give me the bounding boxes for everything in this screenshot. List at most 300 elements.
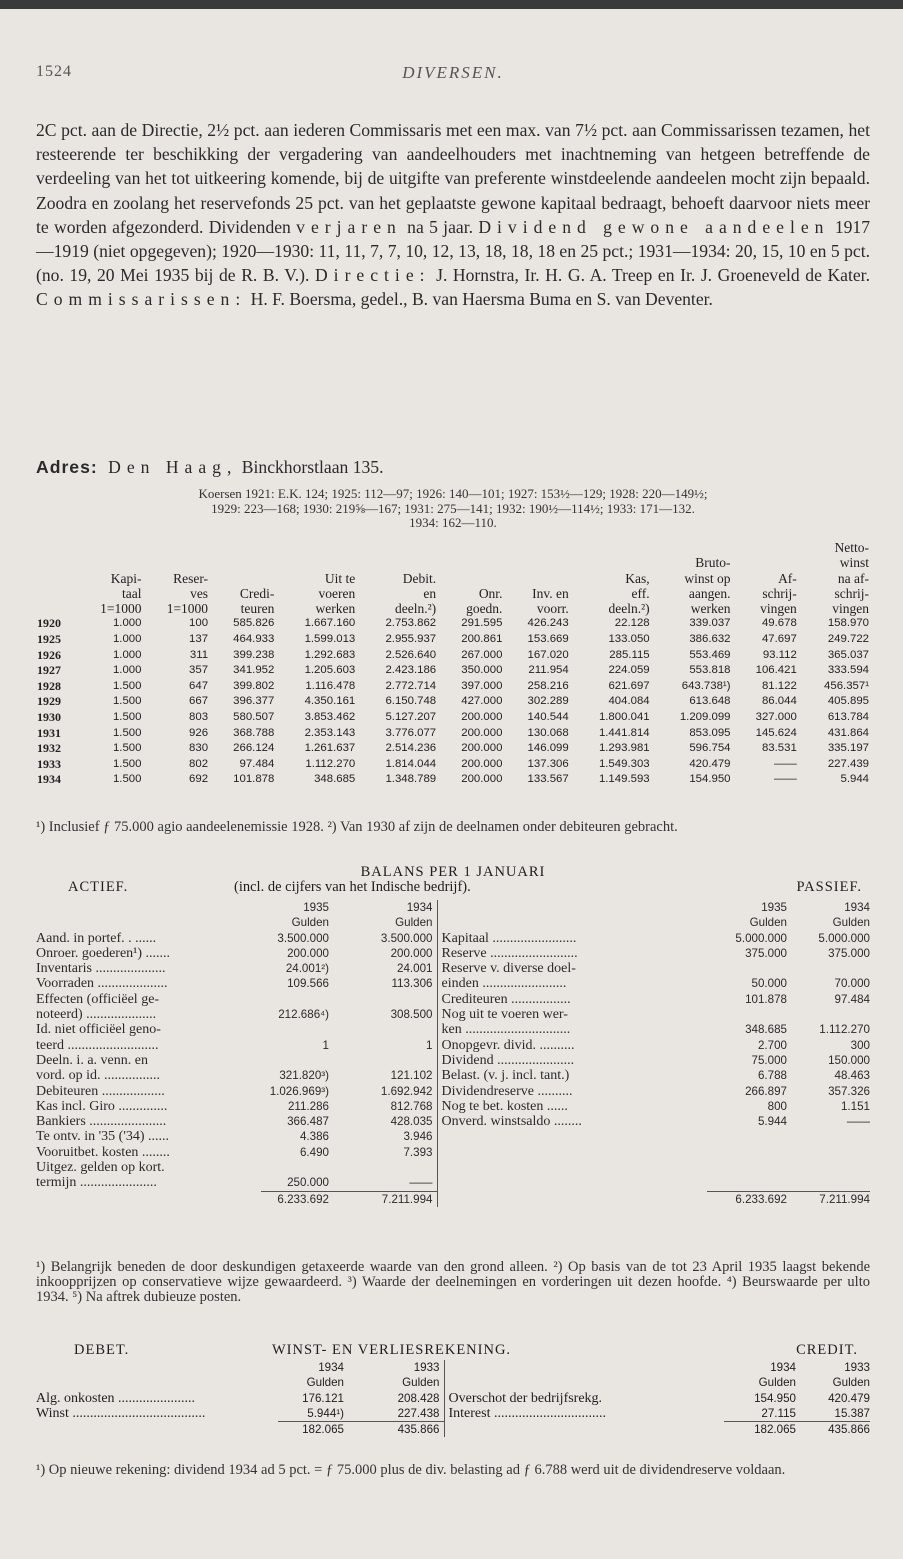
column-header: Bruto- winst op aangen. werken	[684, 555, 731, 617]
table-cell: 585.826	[233, 617, 275, 630]
balance-amount: 2.700	[757, 1038, 787, 1052]
table-cell: 396.377	[233, 695, 275, 708]
row-year: 1928	[37, 678, 61, 693]
table-cell: 803	[189, 711, 209, 724]
balance-amount	[707, 961, 787, 976]
table-cell: 200.000	[461, 773, 503, 786]
running-head: DIVERSEN.	[402, 63, 504, 82]
table-cell: 1.599.013	[304, 633, 356, 646]
table-cell: 399.802	[233, 679, 275, 692]
table-row	[36, 772, 870, 788]
table-cell: 1.814.044	[385, 757, 437, 770]
currency-label: Gulden	[291, 916, 329, 930]
balance-item: Onverd. winstsaldo ........	[437, 1114, 707, 1129]
table-cell: 2.423.186	[385, 664, 437, 677]
balance-row	[36, 1068, 870, 1083]
balance-amount: 6.233.692	[707, 1191, 787, 1207]
balance-amount: 24.001²)	[285, 962, 329, 976]
year-1935: 1935	[303, 901, 329, 914]
table-cell: 456.357¹	[824, 679, 869, 692]
table-cell: 311	[189, 648, 209, 661]
balance-amount	[261, 1022, 329, 1037]
currency-label: Gulden	[402, 1376, 440, 1390]
balance-amount	[707, 1160, 787, 1175]
address-city: Den Haag,	[108, 457, 238, 477]
year-1933: 1933	[413, 1361, 440, 1374]
passief-label: PASSIEF.	[796, 879, 862, 895]
column-header	[36, 540, 76, 616]
balance-item	[437, 1145, 707, 1160]
desc-text-4: J. Hornstra, Ir. H. G. A. Treep en Ir. J. Groeneveld de Kater.	[436, 265, 870, 286]
pl-amount: 15.387	[834, 1406, 870, 1420]
table-cell: 426.243	[527, 617, 569, 630]
balance-amount	[787, 1007, 870, 1022]
dividend-label: Dividend gewone aandeelen	[478, 216, 830, 237]
balance-amount: 308.500	[390, 1008, 433, 1022]
directie-label: Directie:	[314, 265, 431, 286]
table-cell: 4.350.161	[304, 695, 356, 708]
table-cell: 399.238	[233, 648, 275, 661]
table-cell: 2.514.236	[385, 742, 437, 755]
balance-amount: 4.386	[299, 1130, 329, 1144]
table-cell: 291.595	[461, 617, 503, 630]
balance-amount: 150.000	[828, 1053, 870, 1067]
desc-text-2: na 5 jaar.	[407, 216, 473, 237]
column-header: Inv. en voorr.	[532, 585, 569, 617]
balance-amount: 24.001	[397, 962, 433, 976]
table-cell: 1.549.303	[598, 757, 650, 770]
table-cell: 397.000	[461, 679, 503, 692]
table-cell: 200.000	[461, 742, 503, 755]
balance-item: Voorraden ....................	[36, 976, 168, 992]
row-year: 1933	[37, 756, 61, 771]
table-cell: 1.000	[112, 648, 142, 661]
balance-amount: ——	[846, 1115, 870, 1129]
balance-amount: 300	[850, 1038, 870, 1052]
table-cell: 464.933	[233, 633, 275, 646]
debet-label: DEBET.	[74, 1342, 130, 1358]
table-cell: ——	[774, 757, 797, 770]
balance-amount: 7.211.994	[329, 1191, 437, 1207]
table-row	[36, 616, 870, 632]
balance-item: Kas incl. Giro ..............	[36, 1098, 168, 1114]
table-cell: 258.216	[527, 679, 569, 692]
table-row	[36, 663, 870, 679]
balance-amount: 5.000.000	[735, 931, 787, 945]
currency-label: Gulden	[832, 916, 870, 930]
desc-text-3: 1917—1919 (niet opgegeven); 1920—1930: 11, 11, 7, 7, 10, 12, 13, 18, 18, 18 en 25 pct.; 1931—1934: 20, 15, 10 en 5 pct. (no. 19, 20 Mei 1935 bij de R. B. V.).	[36, 216, 870, 286]
balance-amount	[707, 1007, 787, 1022]
balance-item: Onroer. goederen¹) .......	[36, 945, 171, 961]
table-cell: 1.500	[112, 773, 142, 786]
year-1934: 1934	[406, 901, 433, 914]
balance-item: Id. niet officiëel geno-	[36, 1022, 161, 1038]
table-cell: 154.950	[689, 773, 731, 786]
balance-amount: 109.566	[287, 977, 329, 991]
pl-row	[36, 1406, 870, 1421]
balance-header	[36, 865, 870, 896]
table-cell: 431.864	[827, 726, 869, 739]
row-year: 1929	[37, 694, 61, 709]
table-cell: 1.205.603	[304, 664, 356, 677]
table-cell: 153.669	[527, 633, 569, 646]
table-cell: 405.895	[827, 695, 869, 708]
balance-item: Reserve v. diverse doel-	[437, 961, 707, 976]
balance-amount: 97.484	[834, 992, 870, 1006]
company-description	[36, 118, 870, 312]
table-cell: 613.784	[827, 711, 869, 724]
table-cell: 1.500	[112, 742, 142, 755]
pl-amount: 227.438	[397, 1406, 440, 1420]
balance-item	[437, 1160, 707, 1175]
table-cell: 81.122	[761, 679, 797, 692]
actief-label: ACTIEF.	[68, 879, 129, 895]
page-number: 1524	[36, 63, 72, 80]
table-cell: 145.624	[755, 726, 797, 739]
table-cell: 1.348.789	[385, 773, 437, 786]
column-header: Debit. en deeln.²)	[394, 570, 437, 617]
row-year: 1920	[37, 616, 61, 631]
year-1935: 1935	[761, 901, 787, 914]
table-cell: 1.500	[112, 679, 142, 692]
table-cell: 2.753.862	[385, 617, 437, 630]
table-header-row	[36, 540, 870, 616]
balance-row	[36, 1007, 870, 1022]
table-cell: 47.697	[761, 633, 797, 646]
balance-row	[36, 1099, 870, 1114]
table-row	[36, 694, 870, 710]
table-cell: 267.000	[461, 648, 503, 661]
row-year: 1926	[37, 647, 61, 662]
pl-header	[36, 1343, 870, 1359]
balance-row	[36, 1114, 870, 1129]
balance-amount: 321.820³)	[279, 1069, 329, 1083]
balance-amount: 70.000	[834, 977, 870, 991]
balance-row	[36, 1175, 870, 1190]
table-cell: 101.878	[233, 773, 275, 786]
balance-amount: 113.306	[391, 977, 433, 991]
table-cell: 427.000	[461, 695, 503, 708]
column-header: Onr. goedn.	[466, 585, 503, 617]
balance-item: Effecten (officiëel ge-	[36, 991, 160, 1007]
table-cell: 368.788	[233, 726, 275, 739]
table-cell: 1.667.160	[304, 617, 356, 630]
balance-amount	[261, 1160, 329, 1175]
desc-text-1: 2C pct. aan de Directie, 2½ pct. aan iederen Commissaris met een max. van 7½ pct. aan Commissarissen tezamen, het resteerende ter beschikking der vergadering van aandeelhouders met inachtneming van hetgeen betreffende de verdeeling van het tot uitkeering komende, bij de uitgifte van preferente winstdeelende aandeelen mocht zijn bepaald. Zoodra en zoolang het reservefonds 25 pct. van het geplaatste gewone kapitaal bedraagt, behoeft daarvoor niets meer te worden afgezonderd. Dividenden	[36, 120, 870, 237]
share-prices-line: 1929: 223—168; 1930: 219⅝—167; 1931: 275—141; 1932: 190½—114½; 1933: 171—132.	[211, 500, 695, 516]
table-cell: 1.112.270	[305, 757, 356, 770]
desc-text-5: H. F. Boersma, gedel., B. van Haersma Buma en S. van Deventer.	[250, 289, 713, 310]
table-cell: 97.484	[239, 757, 275, 770]
balance-amount: 1.692.942	[380, 1084, 433, 1098]
balance-amount: 1.112.270	[819, 1023, 870, 1037]
column-header: Kas, eff. deeln.²)	[608, 570, 650, 617]
balance-amount: 200.000	[287, 946, 329, 960]
pl-row	[36, 1422, 870, 1438]
table-cell: 1.149.593	[598, 773, 650, 786]
pl-amount: 182.065	[724, 1422, 796, 1438]
table-cell: 1.292.683	[304, 648, 356, 661]
balance-amount: 800	[767, 1099, 787, 1113]
currency-label: Gulden	[832, 1376, 870, 1390]
table-cell: 22.128	[614, 617, 650, 630]
balance-row	[36, 1191, 870, 1207]
table-cell: 1.209.099	[679, 711, 731, 724]
pl-amount: 154.950	[754, 1391, 796, 1405]
balance-amount: 5.944	[757, 1115, 787, 1129]
table-cell: 365.037	[827, 648, 869, 661]
balance-amount: 7.211.994	[787, 1191, 870, 1207]
balance-item: Aand. in portef. . ......	[36, 930, 157, 946]
table-cell: 553.818	[689, 664, 731, 677]
balance-item	[437, 1191, 707, 1207]
table-cell: 830	[189, 742, 209, 755]
table-cell: 2.955.937	[385, 633, 437, 646]
table-cell: 643.738¹)	[681, 679, 731, 692]
row-year: 1934	[37, 772, 61, 787]
column-header: Netto- winst na af- schrij- vingen	[832, 540, 869, 617]
balance-amount: 3.500.000	[277, 931, 329, 945]
balance-item	[437, 1129, 707, 1144]
balance-item: teerd ..........................	[36, 1037, 159, 1053]
table-cell: 926	[189, 726, 209, 739]
balance-row	[36, 1053, 870, 1068]
balance-amount: 121.102	[390, 1069, 433, 1083]
currency-label: Gulden	[395, 916, 433, 930]
table-cell: 200.861	[461, 633, 503, 646]
table-cell: 802	[189, 757, 209, 770]
table-cell: 420.479	[689, 757, 731, 770]
table-cell: 200.000	[461, 711, 503, 724]
balance-row	[36, 976, 870, 991]
year-1934: 1934	[844, 901, 870, 914]
table-cell: 49.678	[761, 617, 797, 630]
table-cell: ——	[774, 773, 797, 786]
row-year: 1932	[37, 741, 61, 756]
table-cell: 339.037	[689, 617, 731, 630]
table-cell: 302.289	[527, 695, 569, 708]
balance-sheet-table	[36, 900, 870, 1207]
table-cell: 2.526.640	[385, 648, 437, 661]
table-cell: 5.944	[840, 773, 869, 786]
share-prices-line: Koersen 1921: E.K. 124; 1925: 112—97; 1926: 140—101; 1927: 153½—129; 1928: 220—149½;	[198, 486, 708, 501]
balance-amount	[261, 1053, 329, 1068]
pl-item: Winst ......................................	[36, 1405, 206, 1421]
table-cell: 333.594	[827, 664, 869, 677]
balance-row	[36, 992, 870, 1007]
balance-row	[36, 1160, 870, 1175]
table-cell: 200.000	[461, 757, 503, 770]
column-header: Reser- ves 1=1000	[166, 570, 209, 617]
balance-item: Uitgez. gelden op kort.	[36, 1160, 165, 1176]
pl-item: Alg. onkosten ......................	[36, 1390, 196, 1406]
currency-label: Gulden	[749, 916, 787, 930]
table-row	[36, 726, 870, 742]
table-row	[36, 648, 870, 664]
balance-item: Dividend ......................	[437, 1053, 707, 1068]
balance-amount: 200.000	[390, 946, 433, 960]
balance-amount: 101.878	[745, 992, 787, 1006]
table-cell: 5.127.207	[385, 711, 437, 724]
balance-item: Deeln. i. a. venn. en	[36, 1052, 148, 1068]
pl-title: WINST- EN VERLIESREKENING.	[272, 1342, 512, 1358]
table-cell: 137	[189, 633, 209, 646]
table-cell: 1.261.637	[304, 742, 356, 755]
table-row	[36, 679, 870, 695]
share-prices-line: 1934: 162—110.	[409, 515, 497, 530]
table-cell: 249.722	[827, 633, 869, 646]
balance-item: Debiteuren ..................	[36, 1083, 165, 1099]
table-cell: 3.853.462	[304, 711, 356, 724]
table-cell: 167.020	[527, 648, 569, 661]
pl-row	[36, 1391, 870, 1406]
footnote-balance: ¹) Belangrijk beneden de door deskundigen getaxeerde waarde van den grond alleen. ²) Op basis van de tot 23 April 1935 laagst bekende inkoopprijzen op conservatieve wijze gewaardeerd. ³) Waarde der deelnemingen en vorderingen uit dezen hoofde. ⁴) Beurswaarde per ulto 1934. ⁵) Na aftrek dubieuze posten.	[36, 1259, 870, 1305]
scan-top-edge	[0, 0, 903, 9]
table-cell: 224.059	[608, 664, 650, 677]
table-cell: 580.507	[233, 711, 275, 724]
table-cell: 83.531	[761, 742, 797, 755]
balance-title: BALANS PER 1 JANUARI	[360, 864, 546, 880]
table-cell: 86.044	[761, 695, 797, 708]
table-cell: 1.800.041	[598, 711, 650, 724]
balance-amount: 1.151	[840, 1099, 870, 1113]
balance-item: vord. op id. ................	[36, 1068, 161, 1084]
row-year: 1925	[37, 632, 61, 647]
balance-item: ken ..............................	[437, 1022, 707, 1037]
table-cell: 1.116.478	[305, 679, 356, 692]
table-cell: 853.095	[689, 726, 731, 739]
balance-amount	[329, 1022, 437, 1037]
balance-row	[36, 1084, 870, 1099]
balance-row	[36, 1145, 870, 1160]
balance-amount: 211.286	[287, 1099, 329, 1113]
currency-label: Gulden	[758, 1376, 796, 1390]
balance-amount: 348.685	[745, 1023, 787, 1037]
balance-amount: 3.946	[403, 1130, 433, 1144]
table-cell: 146.099	[527, 742, 569, 755]
balance-amount	[707, 1129, 787, 1144]
table-cell: 404.084	[608, 695, 650, 708]
credit-label: CREDIT.	[796, 1342, 858, 1358]
share-prices	[36, 487, 870, 531]
table-cell: 133.050	[608, 633, 650, 646]
balance-amount: 366.487	[287, 1115, 329, 1129]
currency-label: Gulden	[306, 1376, 344, 1390]
balance-row	[36, 1129, 870, 1144]
table-cell: 692	[189, 773, 209, 786]
table-row	[36, 757, 870, 773]
row-year: 1927	[37, 663, 61, 678]
table-cell: 140.544	[527, 711, 569, 724]
table-cell: 357	[189, 664, 209, 677]
pl-amount: 5.944¹)	[307, 1406, 344, 1420]
balance-item: Nog uit te voeren wer-	[437, 1007, 707, 1022]
balance-amount	[329, 1160, 437, 1175]
balance-amount: 250.000	[287, 1176, 329, 1190]
balance-amount: 1.026.969³)	[269, 1084, 329, 1098]
balance-amount: 212.686⁴)	[278, 1008, 329, 1022]
row-year: 1930	[37, 710, 61, 725]
balance-amount: 50.000	[751, 977, 787, 991]
balance-item: einden ........................	[437, 976, 707, 991]
balance-subtitle: (incl. de cijfers van het Indische bedrijf).	[234, 879, 471, 895]
balance-amount	[787, 961, 870, 976]
balance-amount	[787, 1129, 870, 1144]
balance-amount: 1	[426, 1038, 433, 1052]
table-cell: 348.685	[314, 773, 356, 786]
year-1933: 1933	[844, 1361, 870, 1374]
table-cell: 350.000	[461, 664, 503, 677]
balance-row	[36, 1038, 870, 1053]
balance-amount	[707, 1145, 787, 1160]
balance-row	[36, 946, 870, 961]
balance-amount: 428.035	[390, 1115, 433, 1129]
table-cell: 130.068	[527, 726, 569, 739]
table-cell: 386.632	[689, 633, 731, 646]
balance-amount	[787, 1145, 870, 1160]
balance-item: Nog te bet. kosten ......	[437, 1099, 707, 1114]
profit-loss-table	[36, 1360, 870, 1437]
table-cell: 106.421	[755, 664, 797, 677]
balance-amount	[787, 1175, 870, 1190]
table-cell: 1.441.814	[598, 726, 650, 739]
table-row	[36, 741, 870, 757]
balance-amount	[707, 1175, 787, 1190]
table-cell: 1.500	[112, 726, 142, 739]
table-cell: 93.112	[762, 648, 797, 661]
balance-amount	[329, 992, 437, 1007]
pl-amount: 182.065	[278, 1422, 344, 1438]
table-cell: 6.150.748	[385, 695, 437, 708]
balance-item: Dividendreserve ..........	[437, 1084, 707, 1099]
pl-amount: 420.479	[828, 1391, 870, 1405]
financial-history-table	[36, 540, 870, 788]
balance-amount: 75.000	[751, 1053, 787, 1067]
column-header: Af- schrij- vingen	[760, 570, 797, 617]
pl-item: Interest ................................	[444, 1406, 724, 1421]
row-year: 1931	[37, 725, 61, 740]
table-cell: 1.500	[112, 757, 142, 770]
table-cell: 1.000	[112, 664, 142, 677]
balance-item: Inventaris ....................	[36, 961, 166, 977]
address-street: Binckhorstlaan 135.	[241, 457, 384, 477]
pl-amount: 208.428	[397, 1391, 440, 1405]
table-cell: 1.500	[112, 695, 142, 708]
balance-amount: 266.897	[745, 1084, 787, 1098]
column-header: Kapi- taal 1=1000	[100, 570, 142, 617]
balance-amount: 375.000	[745, 946, 787, 960]
commissarissen-label: Commissarissen:	[36, 289, 247, 310]
table-cell: 335.197	[827, 742, 869, 755]
table-row	[36, 710, 870, 726]
table-cell: 1.500	[112, 711, 142, 724]
balance-item: Vooruitbet. kosten ........	[36, 1144, 170, 1160]
balance-item	[437, 1175, 707, 1190]
balance-item: termijn ......................	[36, 1175, 157, 1191]
balance-amount: 6.490	[299, 1145, 329, 1159]
table-cell: 1.293.981	[598, 742, 650, 755]
pl-item	[444, 1422, 724, 1438]
verjaren-label: verjaren	[296, 216, 402, 237]
table-cell: 3.776.077	[385, 726, 437, 739]
balance-row	[36, 961, 870, 976]
pl-amount: 435.866	[344, 1422, 444, 1438]
balance-amount	[261, 992, 329, 1007]
balance-amount: 6.788	[757, 1069, 787, 1083]
table-cell: 341.952	[233, 664, 275, 677]
column-header: Credi- teuren	[239, 585, 275, 617]
address	[36, 457, 384, 478]
